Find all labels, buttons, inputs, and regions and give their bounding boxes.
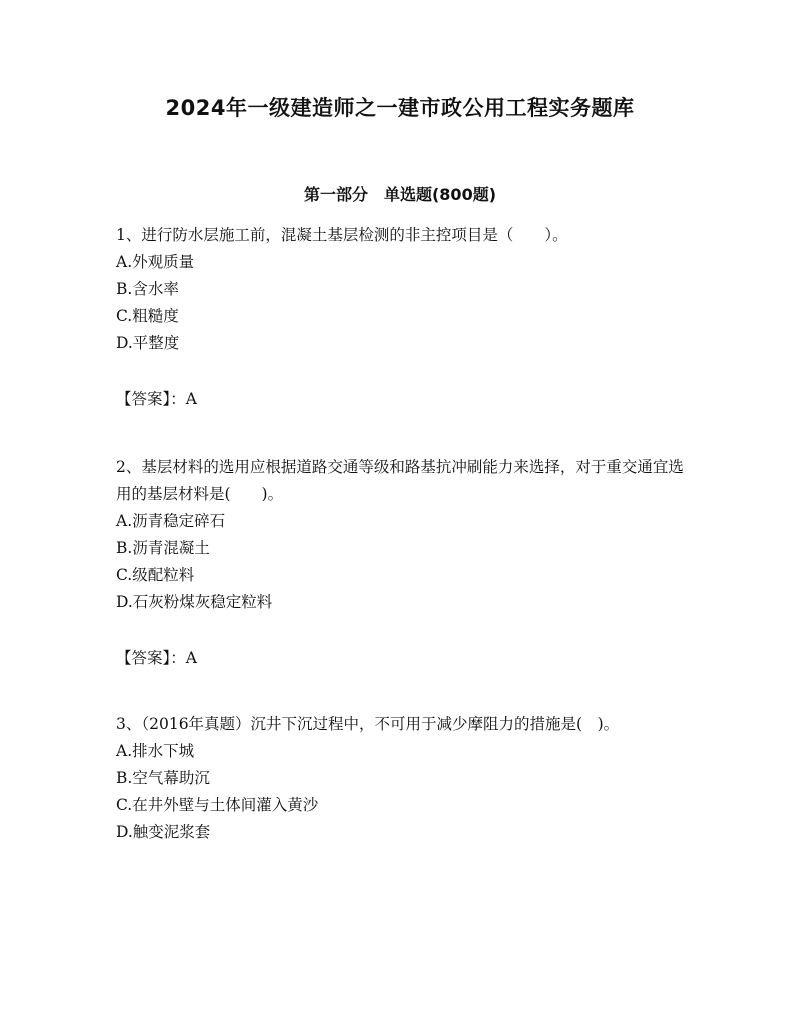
- question-1: [116, 222, 696, 357]
- option-d: D.触变泥浆套: [116, 823, 211, 841]
- option-c: C.级配粒料: [116, 566, 195, 584]
- option-b: B.含水率: [116, 280, 179, 298]
- question-2: [116, 454, 696, 616]
- option-list: [116, 508, 696, 616]
- option-a: A.外观质量: [116, 253, 195, 271]
- option-list: [116, 249, 696, 357]
- question-stem: 3、（2016年真题）沉井下沉过程中，不可用于减少摩阻力的措施是( )。: [116, 715, 620, 733]
- option-b: B.空气幕助沉: [116, 769, 210, 787]
- option-a: A.排水下城: [116, 742, 195, 760]
- answer-1: 【答案】：A: [116, 390, 197, 408]
- option-c: C.粗糙度: [116, 307, 179, 325]
- answer-2: 【答案】：A: [116, 649, 197, 667]
- document-title: 2024年一级建造师之一建市政公用工程实务题库: [165, 96, 635, 120]
- option-d: D.石灰粉煤灰稳定粒料: [116, 593, 273, 611]
- question-stem: 1、进行防水层施工前，混凝土基层检测的非主控项目是（ ）。: [116, 226, 568, 244]
- section-title: 第一部分 单选题(800题): [303, 185, 497, 204]
- option-c: C.在井外壁与土体间灌入黄沙: [116, 796, 319, 814]
- option-b: B.沥青混凝土: [116, 539, 210, 557]
- question-stem: 2、基层材料的选用应根据道路交通等级和路基抗冲刷能力来选择，对于重交通宜选用的基层材料是( )。: [116, 458, 684, 503]
- question-3: [116, 711, 696, 846]
- option-a: A.沥青稳定碎石: [116, 512, 226, 530]
- option-list: [116, 738, 696, 846]
- option-d: D.平整度: [116, 334, 180, 352]
